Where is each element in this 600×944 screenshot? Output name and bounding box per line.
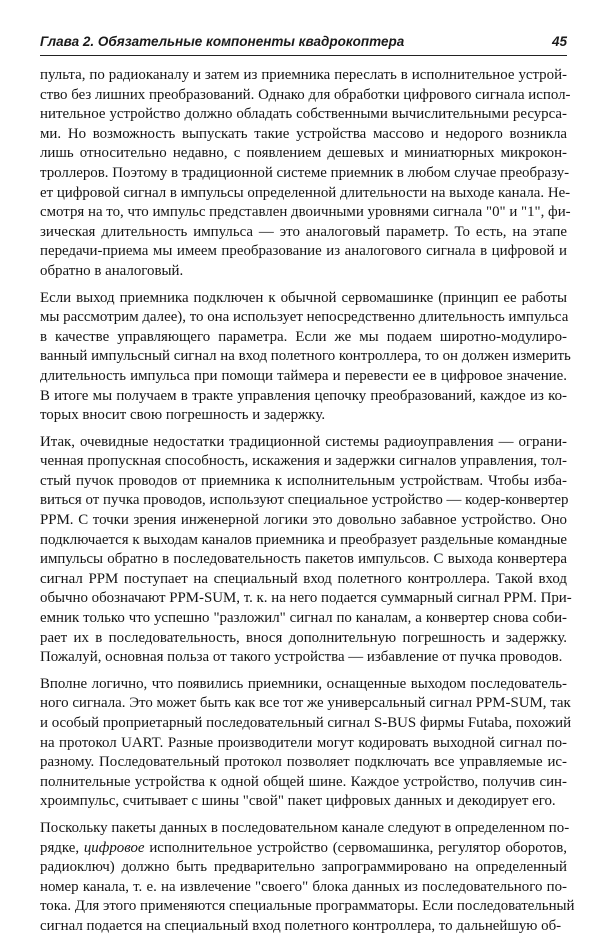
text-line: номер канала, т. е. на извлечение "своего" блока данных из последовательного по-	[40, 878, 567, 895]
paragraph	[40, 66, 571, 282]
text-line: Пожалуй, основная польза от такого устройства — избавление от пучка проводов.	[40, 649, 563, 666]
text-line: обычно обозначают PPM-SUM, т. к. на него подается суммарный сигнал PPM. При-	[40, 590, 572, 607]
italic-term: цифровое	[83, 839, 145, 856]
paragraph	[40, 819, 575, 937]
text-line: и особый проприетарный последовательный сигнал S-BUS фирмы Futaba, похожий	[40, 715, 572, 731]
text-line: пульта, по радиоканалу и затем из приемника переслать в исполнительное устрой-	[40, 67, 567, 83]
text-line: лишь относительно недавно, с появлением дешевых и миниатюрных микрокон-	[40, 145, 567, 162]
text-line: Вполне логично, что появились приемники, оснащенные выходом последователь-	[40, 675, 567, 692]
text-line: сигнал PPM поступает на специальный вход полетного контроллера. Такой вход	[40, 570, 567, 587]
text-line: зическая длительность импульса — это аналоговый параметр. То есть, на этапе	[40, 223, 567, 240]
text-line: мы рассмотрим далее), то она использует непосредственно длительность импульса	[40, 309, 569, 326]
text-line: рает их в последовательность, внося дополнительную погрешность и задержку.	[40, 629, 567, 646]
text-line: рядке, цифровое исполнительное устройство (сервомашинка, регулятор оборотов,	[40, 839, 567, 856]
text-line: ми. Но возможность выпускать такие устройства массово и недорого возникла	[40, 125, 567, 142]
page-number: 45	[551, 34, 567, 49]
chapter-title: Глава 2. Обязательные компоненты квадрокоптера	[40, 34, 405, 49]
text-line: сигнал подается на специальный вход полетного контроллера, то дальнейшую об-	[40, 917, 562, 934]
text-line: Если выход приемника подключен к обычной сервомашинке (принцип ее работы	[40, 289, 567, 306]
text-line: В итоге мы получаем в тракте управления цепочку преобразований, каждое из ко-	[40, 387, 567, 404]
text-line: радиоключ) должно быть предварительно запрограммировано на определенный	[40, 859, 567, 876]
text-line: ванный импульсный сигнал на вход полетного контроллера, то он должен измерить	[40, 348, 571, 365]
text-line: стый пучок проводов от приемника к исполнительным устройствам. Чтобы изба-	[40, 472, 567, 489]
text-line: виться от пучка проводов, используют специальное устройство — кодер-конвертер	[40, 492, 569, 509]
running-header	[40, 32, 567, 54]
text-line: Поскольку пакеты данных в последовательном канале следуют в определенном по-	[40, 819, 570, 836]
text-line: импульсы обратно в последовательность пакетов импульсов. С выхода конвертера	[40, 551, 567, 568]
text-line: нительное устройство должно обладать собственными вычислительными ресурса-	[40, 106, 567, 123]
text-line: обратно в аналоговый.	[40, 262, 184, 279]
header-rule	[40, 55, 567, 56]
paragraph	[40, 289, 571, 426]
text-line: хроимпульс, считывает с шины "свой" пакет цифровых данных и декодирует его.	[40, 793, 556, 810]
text-line: троллеров. Поэтому в традиционной системе приемник в любом случае преобразу-	[40, 164, 570, 181]
text-line: ство без лишних преобразований. Однако для обработки цифрового сигнала испол-	[40, 86, 571, 103]
paragraph	[40, 675, 572, 812]
text-line: PPM. С точки зрения инженерной логики это довольно забавное устройство. Оно	[40, 512, 567, 529]
text-line: смотря на то, что импульс представлен двоичными уровнями сигнала "0" и "1", фи-	[40, 204, 571, 221]
text-line: на протокол UART. Разные производители могут кодировать выходной сигнал по-	[40, 734, 567, 751]
text-line: передачи-приема мы имеем преобразование из аналогового сигнала в цифровой и	[40, 243, 567, 260]
text-line: в качестве управляющего параметра. Если же мы подаем широтно-модулиро-	[40, 328, 567, 345]
text-line: полнительные устройства к одной общей шине. Каждое устройство, получив син-	[40, 773, 567, 790]
text-line: торых вносит свою погрешность и задержку.	[40, 407, 326, 424]
text-line: длительность импульса при помощи таймера и перевести ее в цифровое значение.	[40, 367, 567, 384]
text-line: Итак, очевидные недостатки традиционной системы радиоуправления — ограни-	[40, 433, 567, 450]
text-line: ного сигнала. Это может быть как все тот же универсальный сигнал PPM-SUM, так	[40, 695, 571, 712]
text-line: тока. Для этого применяются специальные программаторы. Если последовательный	[40, 898, 575, 915]
paragraph	[40, 433, 572, 668]
text-line: емник только что успешно "разложил" сигнал по каналам, а конвертер снова соби-	[40, 610, 567, 627]
text-line: подключается к выходам каналов приемника и преобразует раздельные командные	[40, 531, 567, 548]
text-line: ченная пропускная способность, искажения и задержки сигналов управления, тол-	[40, 453, 567, 470]
body-text	[40, 66, 575, 944]
text-line: разному. Последовательный протокол позволяет подключать все управляемые ис-	[40, 754, 567, 771]
text-line: ет цифровой сигнал в импульсы определенной длительности на выходе канала. Не-	[40, 184, 571, 201]
